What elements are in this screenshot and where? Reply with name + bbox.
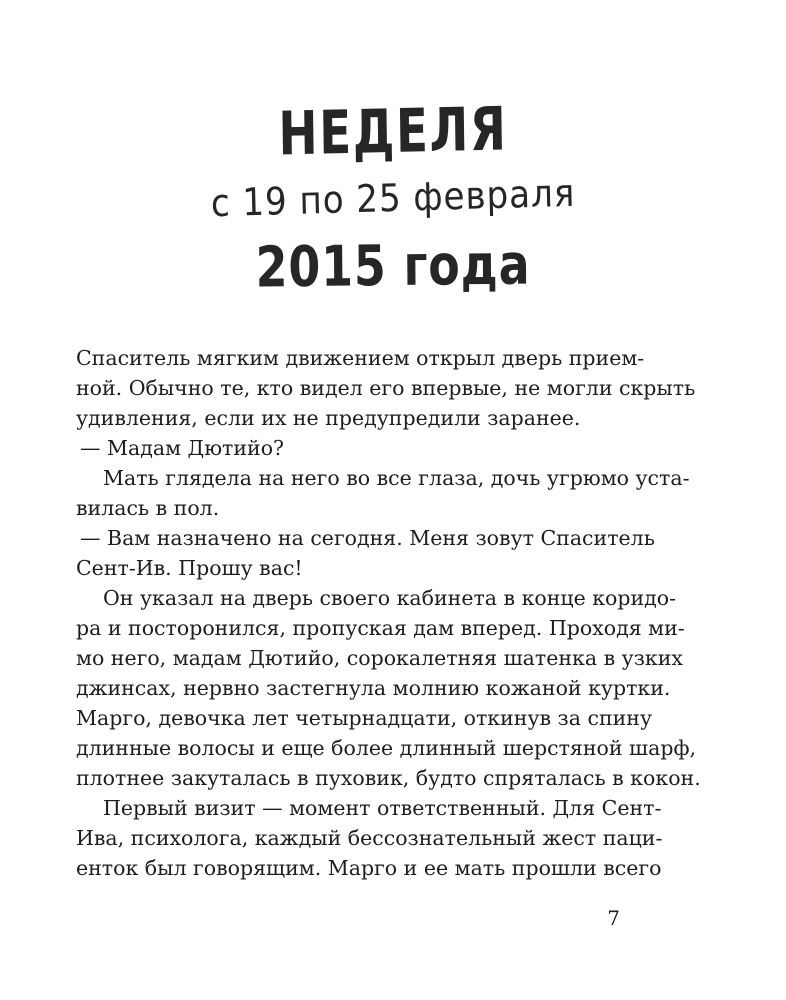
dialogue-line: — Вам назначено на сегодня. Меня зовут Спаситель <box>80 526 655 550</box>
text-line: джинсах, нервно застегнула молнию кожаной куртки. <box>76 676 671 700</box>
text-line: ной. Обычно те, кто видел его впервые, не могли скрыть <box>76 376 696 400</box>
dialogue-line: — Мадам Дютийо? <box>80 436 285 460</box>
text-line: мо него, мадам Дютийо, сорокалетняя шатенка в узких <box>76 646 683 670</box>
text-line: Ива, психолога, каждый бессознательный жест паци- <box>76 826 663 850</box>
chapter-title-week: НЕДЕЛЯ <box>278 94 508 170</box>
text-line: плотнее закуталась в пуховик, будто спряталась в кокон. <box>76 766 701 790</box>
page-number: 7 <box>607 906 620 930</box>
text-line: Первый визит — момент ответственный. Для Сент- <box>103 796 662 820</box>
chapter-title-year: 2015 года <box>255 232 531 301</box>
text-line: Он указал на дверь своего кабинета в конце коридо- <box>103 586 677 610</box>
text-line: вилась в пол. <box>76 496 220 520</box>
text-line: Спаситель мягким движением открыл дверь прием- <box>76 346 645 370</box>
text-line: Марго, девочка лет четырнадцати, откинув за спину <box>76 706 653 730</box>
text-line: Сент-Ив. Прошу вас! <box>76 556 303 580</box>
text-line: удивления, если их не предупредили заранее. <box>76 406 581 430</box>
text-line: длинные волосы и еще более длинный шерстяной шарф, <box>76 736 697 760</box>
chapter-title-dates: с 19 по 25 февраля <box>210 170 576 226</box>
text-line: ра и посторонился, пропуская дам вперед. Проходя ми- <box>76 616 685 640</box>
text-line: енток был говорящим. Марго и ее мать прошли всего <box>76 856 662 880</box>
text-line: Мать глядела на него во все глаза, дочь угрюмо уста- <box>103 466 690 490</box>
